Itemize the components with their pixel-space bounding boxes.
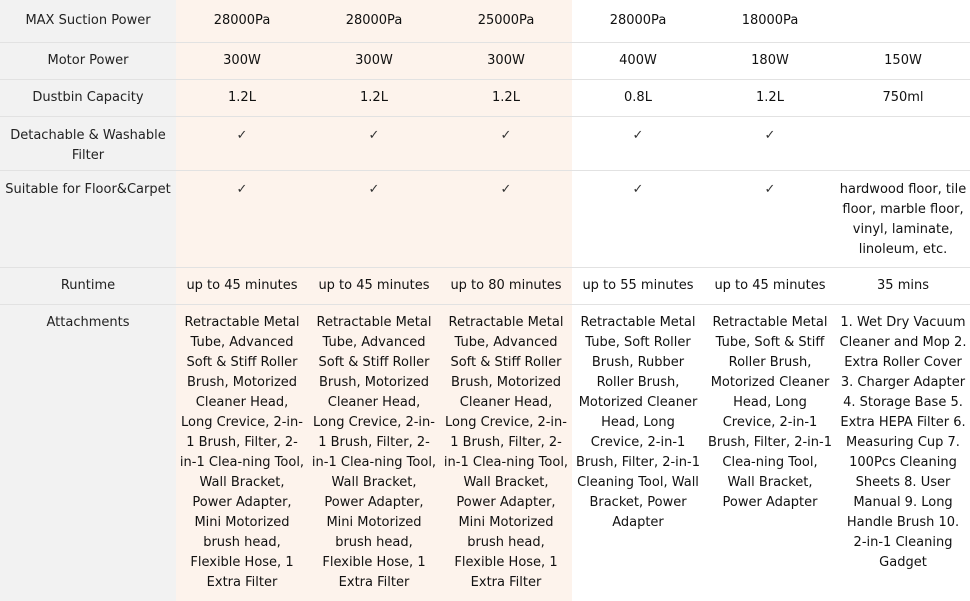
cell-floor-2	[308, 171, 440, 268]
cell-filter-4	[572, 117, 704, 171]
row-label-runtime: Runtime	[0, 268, 176, 305]
check-icon: ✓	[632, 128, 644, 143]
cell-suction-1: 28000Pa	[176, 0, 308, 43]
cell-floor-1	[176, 171, 308, 268]
row-label-dustbin: Dustbin Capacity	[0, 80, 176, 117]
check-icon: ✓	[764, 182, 776, 197]
cell-suction-4: 28000Pa	[572, 0, 704, 43]
row-label-floor: Suitable for Floor&Carpet	[0, 171, 176, 268]
check-icon: ✓	[236, 128, 248, 143]
check-icon: ✓	[368, 182, 380, 197]
row-label-motor: Motor Power	[0, 43, 176, 80]
cell-filter-6	[836, 117, 970, 171]
cell-dustbin-5: 1.2L	[704, 80, 836, 117]
cell-runtime-3: up to 80 minutes	[440, 268, 572, 305]
cell-motor-4: 400W	[572, 43, 704, 80]
cell-motor-6: 150W	[836, 43, 970, 80]
cell-attachments-4: Retractable Metal Tube, Soft Roller Brush, Rubber Roller Brush, Motorized Cleaner Head, Long Crevice, 2-in-1 Brush, Filter, 2-in-1 Cleaning Tool, Wall Bracket, Power Adapter	[575, 315, 700, 530]
check-icon: ✓	[632, 182, 644, 197]
cell-suction-3: 25000Pa	[440, 0, 572, 43]
cell-dustbin-2: 1.2L	[308, 80, 440, 117]
cell-floor-4	[572, 171, 704, 268]
row-label-suction: MAX Suction Power	[0, 0, 176, 43]
cell-dustbin-3: 1.2L	[440, 80, 572, 117]
cell-filter-3	[440, 117, 572, 171]
check-icon: ✓	[368, 128, 380, 143]
cell-attachments-3: Retractable Metal Tube, Advanced Soft & Stiff Roller Brush, Motorized Cleaner Head, Long Crevice, 2-in-1 Brush, Filter, 2-in-1 Clea-ning Tool, Wall Bracket, Power Adapter, Mini Motorized brush head, Flexible Hose, 1 Extra Filter	[440, 305, 572, 601]
cell-attachments-1: Retractable Metal Tube, Advanced Soft & Stiff Roller Brush, Motorized Cleaner Head, Long Crevice, 2-in-1 Brush, Filter, 2-in-1 Clea-ning Tool, Wall Bracket, Power Adapter, Mini Motorized brush head, Flexible Hose, 1 Extra Filter	[176, 305, 308, 601]
cell-floor-3	[440, 171, 572, 268]
cell-motor-5: 180W	[704, 43, 836, 80]
check-icon: ✓	[236, 182, 248, 197]
cell-suction-5: 18000Pa	[704, 0, 836, 43]
cell-runtime-6: 35 mins	[836, 268, 970, 305]
cell-motor-3: 300W	[440, 43, 572, 80]
cell-floor-6: hardwood floor, tile floor, marble floor, vinyl, laminate, linoleum, etc.	[836, 171, 970, 268]
cell-runtime-5: up to 45 minutes	[704, 268, 836, 305]
check-icon: ✓	[500, 182, 512, 197]
cell-motor-1: 300W	[176, 43, 308, 80]
check-icon: ✓	[764, 128, 776, 143]
cell-dustbin-1: 1.2L	[176, 80, 308, 117]
cell-attachments-5: Retractable Metal Tube, Soft & Stiff Roller Brush, Motorized Cleaner Head, Long Crevice, 2-in-1 Brush, Filter, 2-in-1 Clea-ning Tool, Wall Bracket, Power Adapter	[707, 315, 832, 510]
cell-dustbin-6: 750ml	[836, 80, 970, 117]
cell-motor-2: 300W	[308, 43, 440, 80]
cell-runtime-1: up to 45 minutes	[176, 268, 308, 305]
cell-attachments-6: 1. Wet Dry Vacuum Cleaner and Mop 2. Extra Roller Cover 3. Charger Adapter 4. Storage Base 5. Extra HEPA Filter 6. Measuring Cup 7. 100Pcs Cleaning Sheets 8. User Manual 9. Long Handle Brush 10. 2-in-1 Cleaning Gadget	[839, 315, 967, 570]
row-label-attachments: Attachments	[0, 305, 176, 601]
cell-suction-6	[836, 0, 970, 43]
cell-filter-2	[308, 117, 440, 171]
cell-suction-2: 28000Pa	[308, 0, 440, 43]
cell-floor-5	[704, 171, 836, 268]
cell-filter-5	[704, 117, 836, 171]
row-label-filter: Detachable & Washable Filter	[0, 117, 176, 171]
cell-runtime-2: up to 45 minutes	[308, 268, 440, 305]
cell-runtime-4: up to 55 minutes	[572, 268, 704, 305]
cell-dustbin-4: 0.8L	[572, 80, 704, 117]
check-icon: ✓	[500, 128, 512, 143]
cell-attachments-2: Retractable Metal Tube, Advanced Soft & Stiff Roller Brush, Motorized Cleaner Head, Long Crevice, 2-in-1 Brush, Filter, 2-in-1 Clea-ning Tool, Wall Bracket, Power Adapter, Mini Motorized brush head, Flexible Hose, 1 Extra Filter	[308, 305, 440, 601]
cell-filter-1	[176, 117, 308, 171]
